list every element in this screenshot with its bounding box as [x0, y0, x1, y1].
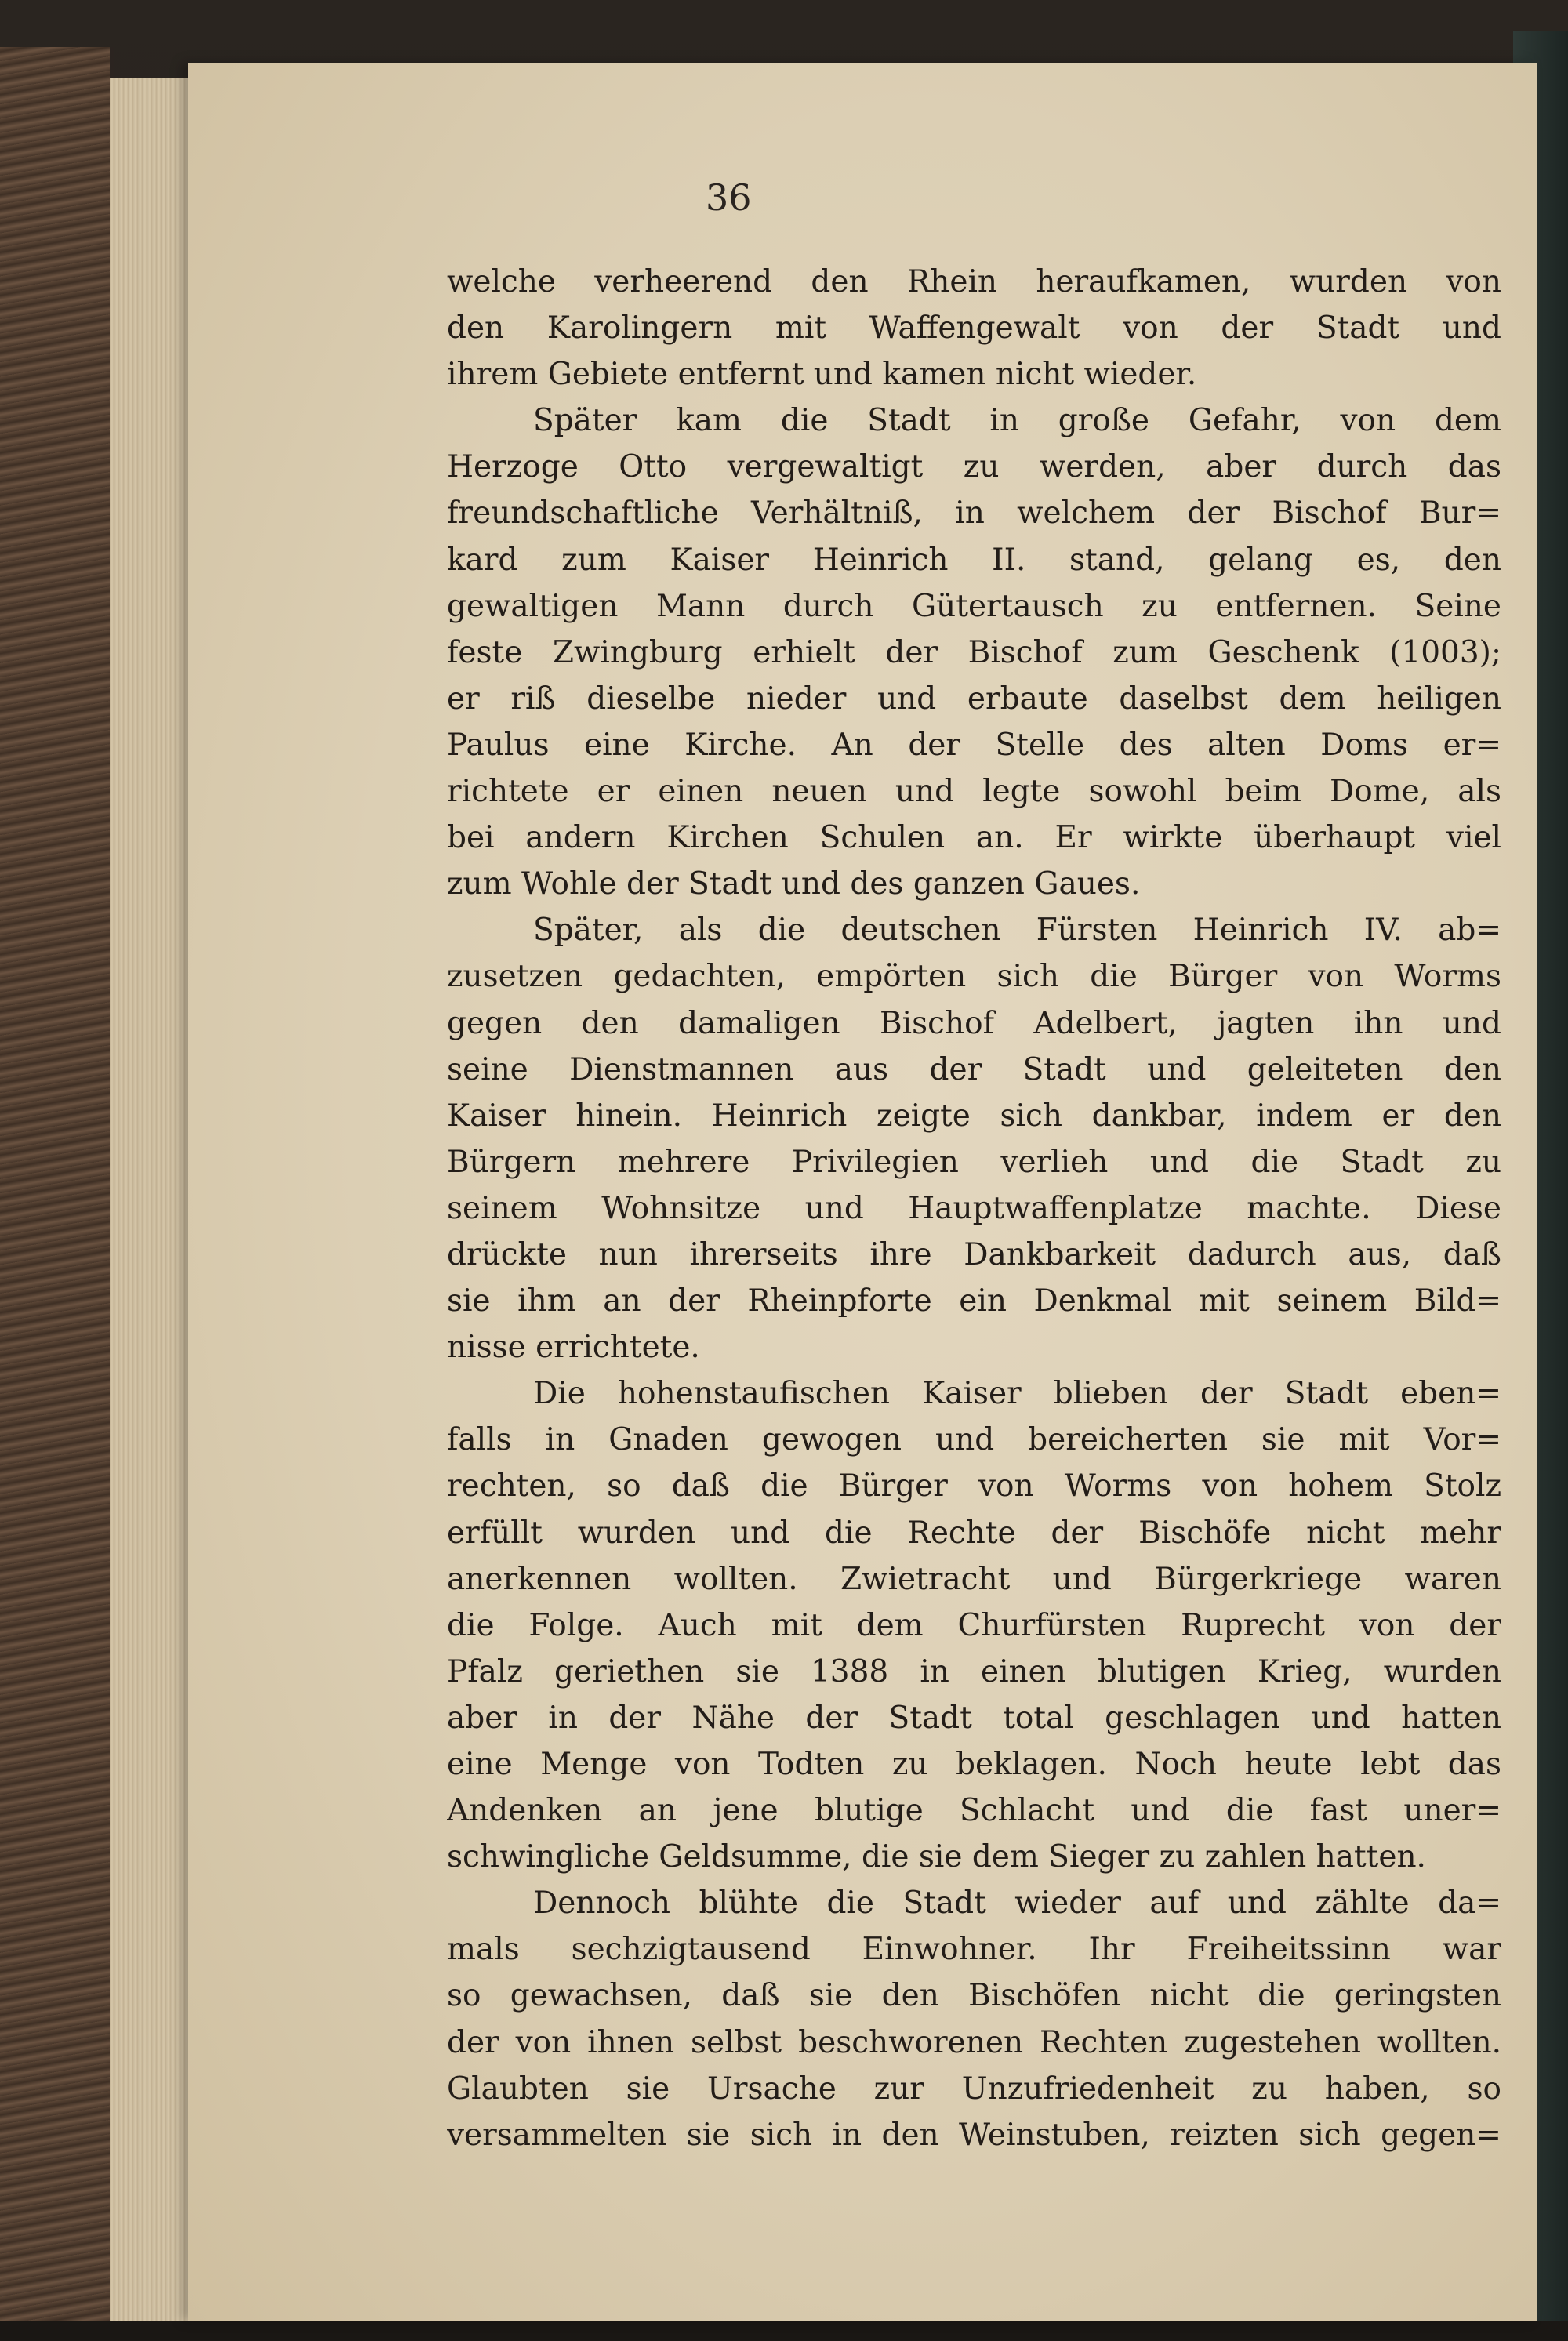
- text-line: eine Menge von Todten zu beklagen. Noch heute lebt das: [447, 1747, 1501, 1782]
- text-line: Bürgern mehrere Privilegien verlieh und die Stadt zu: [447, 1144, 1501, 1180]
- text-line: aber in der Nähe der Stadt total geschlagen und hatten: [447, 1700, 1501, 1736]
- text-line: erfüllt wurden und die Rechte der Bischöfe nicht mehr: [447, 1515, 1501, 1551]
- text-line: welche verheerend den Rhein heraufkamen, wurden von: [447, 264, 1501, 299]
- text-line: sie ihm an der Rheinpforte ein Denkmal mit seinem Bild=: [447, 1283, 1501, 1319]
- text-line: richtete er einen neuen und legte sowohl beim Dome, als: [447, 774, 1501, 810]
- text-line: Paulus eine Kirche. An der Stelle des alten Doms er=: [447, 727, 1501, 763]
- text-line: zusetzen gedachten, empörten sich die Bürger von Worms: [447, 959, 1501, 995]
- text-line: gegen den damaligen Bischof Adelbert, jagten ihn und: [447, 1005, 1501, 1041]
- text-line: Glaubten sie Ursache zur Unzufriedenheit zu haben, so: [447, 2071, 1501, 2107]
- text-line: Später, als die deutschen Fürsten Heinrich IV. ab=: [533, 913, 1501, 949]
- text-line: seinem Wohnsitze und Hauptwaffenplatze machte. Diese: [447, 1190, 1501, 1226]
- text-line: drückte nun ihrerseits ihre Dankbarkeit dadurch aus, daß: [447, 1236, 1501, 1272]
- text-line: er riß dieselbe nieder und erbaute daselbst dem heiligen: [447, 681, 1501, 717]
- text-line: gewaltigen Mann durch Gütertausch zu entfernen. Seine: [447, 588, 1501, 624]
- text-line: versammelten sie sich in den Weinstuben, reizten sich gegen=: [447, 2117, 1501, 2153]
- text-line: nisse errichtete.: [447, 1330, 700, 1366]
- text-line: feste Zwingburg erhielt der Bischof zum Geschenk (1003);: [447, 634, 1501, 670]
- text-line: Die hohenstaufischen Kaiser blieben der Stadt eben=: [533, 1376, 1501, 1412]
- text-line: der von ihnen selbst beschworenen Rechten zugestehen wollten.: [447, 2024, 1501, 2060]
- text-line: Dennoch blühte die Stadt wieder auf und zählte da=: [533, 1886, 1501, 1922]
- text-line: falls in Gnaden gewogen und bereicherten sie mit Vor=: [447, 1422, 1501, 1458]
- page-text: [447, 259, 1501, 2158]
- text-line: den Karolingern mit Waffengewalt von der Stadt und: [447, 310, 1501, 347]
- text-line: Pfalz geriethen sie 1388 in einen blutigen Krieg, wurden: [447, 1653, 1501, 1690]
- text-line: bei andern Kirchen Schulen an. Er wirkte überhaupt viel: [447, 820, 1501, 856]
- text-line: rechten, so daß die Bürger von Worms von hohem Stolz: [447, 1468, 1501, 1504]
- text-line: schwingliche Geldsumme, die sie dem Sieger zu zahlen hatten.: [447, 1839, 1426, 1875]
- text-line: anerkennen wollten. Zwietracht und Bürgerkriege waren: [447, 1561, 1501, 1597]
- text-line: Kaiser hinein. Heinrich zeigte sich dankbar, indem er den: [447, 1098, 1501, 1134]
- text-line: mals sechzigtausend Einwohner. Ihr Freiheitssinn war: [447, 1932, 1501, 1968]
- cover-marbled-edge: [0, 47, 114, 2321]
- text-line: zum Wohle der Stadt und des ganzen Gaues.: [447, 866, 1141, 902]
- text-line: freundschaftliche Verhältniß, in welchem der Bischof Bur=: [447, 495, 1501, 532]
- text-line: Später kam die Stadt in große Gefahr, von dem: [533, 403, 1501, 439]
- text-line: Herzoge Otto vergewaltigt zu werden, aber durch das: [447, 449, 1501, 485]
- text-line: Andenken an jene blutige Schlacht und die fast uner=: [447, 1793, 1501, 1829]
- text-line: kard zum Kaiser Heinrich II. stand, gelang es, den: [447, 542, 1501, 578]
- text-line: die Folge. Auch mit dem Churfürsten Ruprecht von der: [447, 1607, 1501, 1643]
- page-number: 36: [706, 176, 752, 219]
- text-line: so gewachsen, daß sie den Bischöfen nicht die geringsten: [447, 1978, 1501, 2014]
- text-line: seine Dienstmannen aus der Stadt und geleiteten den: [447, 1051, 1501, 1087]
- text-line: ihrem Gebiete entfernt und kamen nicht wieder.: [447, 357, 1197, 393]
